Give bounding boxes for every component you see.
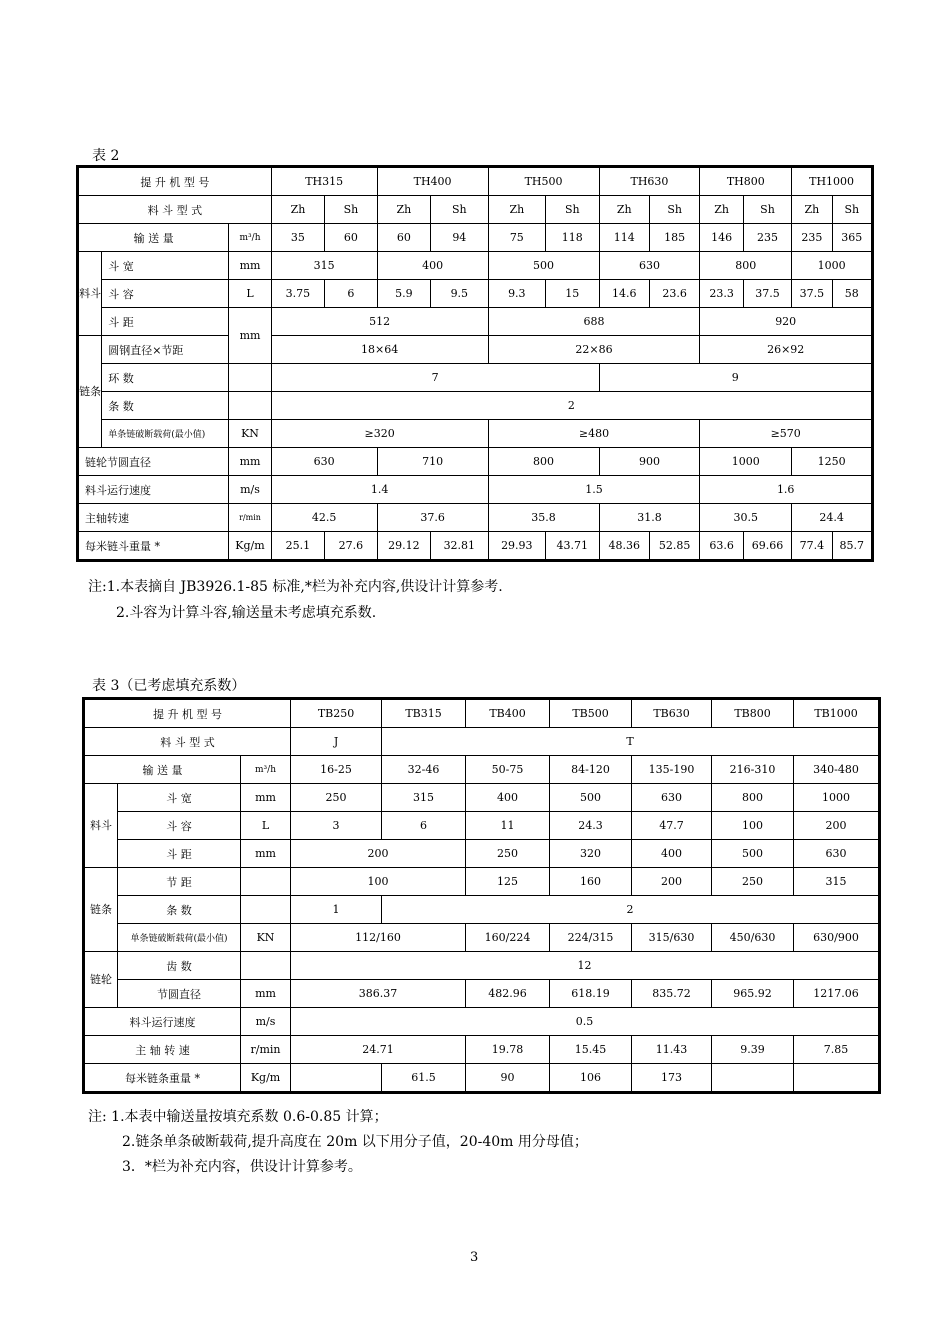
value-cell: 94 (431, 224, 489, 252)
value-cell: 200 (794, 812, 880, 840)
pitch-label: 节 距 (118, 868, 241, 896)
table-row (84, 840, 880, 868)
value-cell: 146 (700, 224, 743, 252)
value-cell: 315/630 (632, 924, 712, 952)
value-cell: 800 (488, 448, 599, 476)
shaft-label: 主 轴 转 速 (84, 1036, 241, 1064)
bucket-group-label: 料斗 (84, 784, 118, 868)
value-cell: ≥570 (700, 420, 873, 448)
value-cell: 320 (550, 840, 632, 868)
unit-cell: mm (229, 448, 271, 476)
unit-cell: Kg/m (229, 532, 271, 561)
value-cell: 1000 (792, 252, 873, 280)
value-cell: 114 (599, 224, 649, 252)
value-cell: 482.96 (466, 980, 550, 1008)
value-cell: 32-46 (382, 756, 466, 784)
value-cell: 5.9 (377, 280, 430, 308)
sprocket-group-label: 链轮 (84, 952, 118, 1008)
type-cell: Sh (431, 196, 489, 224)
table-row (84, 728, 880, 756)
speed-label: 料斗运行速度 (78, 476, 229, 504)
unit-cell: r/min (241, 1036, 291, 1064)
table3-note-3: 3．*栏为补充内容，供设计计算参考。 (122, 1159, 362, 1175)
value-cell: 630 (271, 448, 377, 476)
value-cell: 160 (550, 868, 632, 896)
value-cell: 160/224 (466, 924, 550, 952)
type-cell: Zh (377, 196, 430, 224)
table-row (84, 1036, 880, 1064)
model-cell: TH315 (271, 167, 377, 196)
value-cell: 2 (271, 392, 872, 420)
table-row (78, 167, 873, 196)
type-cell: Zh (700, 196, 743, 224)
model-cell: TB630 (632, 699, 712, 728)
type-label: 料 斗 型 式 (84, 728, 291, 756)
type-cell: Zh (792, 196, 832, 224)
value-cell: 315 (271, 252, 377, 280)
value-cell: 9.5 (431, 280, 489, 308)
unit-cell: Kg/m (241, 1064, 291, 1093)
model-label: 提 升 机 型 号 (78, 167, 272, 196)
value-cell: 500 (488, 252, 599, 280)
table-row (84, 1008, 880, 1036)
value-cell: 400 (632, 840, 712, 868)
value-cell: 224/315 (550, 924, 632, 952)
type-cell: T (382, 728, 880, 756)
unit-cell (241, 952, 291, 980)
value-cell: 29.12 (377, 532, 430, 561)
model-cell: TB400 (466, 699, 550, 728)
shaft-label: 主轴转速 (78, 504, 229, 532)
strands-label: 条 数 (118, 896, 241, 924)
value-cell: 9 (599, 364, 872, 392)
value-cell: 6 (325, 280, 377, 308)
type-cell: J (291, 728, 382, 756)
value-cell: 75 (488, 224, 546, 252)
value-cell: 118 (546, 224, 599, 252)
value-cell: 25.1 (271, 532, 324, 561)
type-cell: Zh (488, 196, 546, 224)
speed-label: 料斗运行速度 (84, 1008, 241, 1036)
unit-cell: L (229, 280, 271, 308)
value-cell: 100 (712, 812, 794, 840)
table-row (84, 868, 880, 896)
value-cell: 37.5 (792, 280, 832, 308)
sprocket-label: 链轮节圆直径 (78, 448, 229, 476)
value-cell: 216-310 (712, 756, 794, 784)
value-cell: 618.19 (550, 980, 632, 1008)
value-cell (712, 1064, 794, 1093)
unit-cell (241, 896, 291, 924)
value-cell: 35 (271, 224, 324, 252)
value-cell: 29.93 (488, 532, 546, 561)
unit-cell (229, 392, 271, 420)
value-cell: 185 (649, 224, 699, 252)
value-cell: 365 (832, 224, 872, 252)
value-cell: 22×86 (488, 336, 700, 364)
value-cell: 23.6 (649, 280, 699, 308)
table-row (78, 476, 873, 504)
value-cell: 16-25 (291, 756, 382, 784)
bucket-pitch-label: 斗 距 (102, 308, 229, 336)
unit-cell: mm (241, 980, 291, 1008)
value-cell: 630/900 (794, 924, 880, 952)
value-cell: 2 (382, 896, 880, 924)
unit-cell (241, 868, 291, 896)
value-cell: 23.3 (700, 280, 743, 308)
pitch-dia-label: 节圆直径 (118, 980, 241, 1008)
type-cell: Sh (743, 196, 791, 224)
value-cell: 60 (325, 224, 377, 252)
value-cell: 52.85 (649, 532, 699, 561)
value-cell: 15.45 (550, 1036, 632, 1064)
break-label: 单条链破断载荷(最小值) (118, 924, 241, 952)
value-cell: 386.37 (291, 980, 466, 1008)
table-row (78, 364, 873, 392)
unit-cell: mm (241, 784, 291, 812)
value-cell: 26×92 (700, 336, 873, 364)
value-cell: 37.6 (377, 504, 488, 532)
value-cell: ≥320 (271, 420, 488, 448)
value-cell: 315 (794, 868, 880, 896)
value-cell: 77.4 (792, 532, 832, 561)
table2-caption: 表 2 (92, 148, 120, 164)
type-cell: Sh (325, 196, 377, 224)
table-row (78, 336, 873, 364)
value-cell: 920 (700, 308, 873, 336)
value-cell: 9.39 (712, 1036, 794, 1064)
value-cell: 1.6 (700, 476, 873, 504)
value-cell: 14.6 (599, 280, 649, 308)
value-cell: 19.78 (466, 1036, 550, 1064)
table-row (78, 308, 873, 336)
value-cell: 500 (712, 840, 794, 868)
unit-cell: L (241, 812, 291, 840)
value-cell: 60 (377, 224, 430, 252)
value-cell: 6 (382, 812, 466, 840)
value-cell: 84-120 (550, 756, 632, 784)
value-cell: 1.5 (488, 476, 700, 504)
value-cell: 9.3 (488, 280, 546, 308)
table-row (84, 784, 880, 812)
table-row (78, 224, 873, 252)
value-cell: 250 (291, 784, 382, 812)
type-cell: Sh (546, 196, 599, 224)
value-cell: 24.3 (550, 812, 632, 840)
value-cell: 315 (382, 784, 466, 812)
model-cell: TB500 (550, 699, 632, 728)
value-cell: 835.72 (632, 980, 712, 1008)
value-cell: 90 (466, 1064, 550, 1093)
value-cell: 900 (599, 448, 700, 476)
value-cell: 800 (712, 784, 794, 812)
value-cell: 61.5 (382, 1064, 466, 1093)
weight-label: 每米链斗重量 * (78, 532, 229, 561)
model-label: 提 升 机 型 号 (84, 699, 291, 728)
table3-note-2: 2.链条单条破断载荷,提升高度在 20m 以下用分子值，20-40m 用分母值； (122, 1134, 588, 1150)
bucket-width-label: 斗 宽 (118, 784, 241, 812)
bucket-volume-label: 斗 容 (102, 280, 229, 308)
value-cell: 400 (466, 784, 550, 812)
model-cell: TH630 (599, 167, 700, 196)
value-cell: 27.6 (325, 532, 377, 561)
chain-group-label: 链条 (78, 336, 102, 448)
table-2 (76, 165, 874, 562)
model-cell: TH400 (377, 167, 488, 196)
table-row (78, 448, 873, 476)
value-cell: ≥480 (488, 420, 700, 448)
value-cell: 3 (291, 812, 382, 840)
type-label: 料 斗 型 式 (78, 196, 272, 224)
value-cell: 24.71 (291, 1036, 466, 1064)
table3-caption: 表 3（已考虑填充系数） (92, 678, 246, 694)
conveying-label: 输 送 量 (84, 756, 241, 784)
table-row (78, 504, 873, 532)
value-cell: 7.85 (794, 1036, 880, 1064)
value-cell: 24.4 (792, 504, 873, 532)
table-row (78, 392, 873, 420)
value-cell: 200 (291, 840, 466, 868)
table-row (78, 420, 873, 448)
value-cell: 250 (466, 840, 550, 868)
model-cell: TB315 (382, 699, 466, 728)
value-cell: 500 (550, 784, 632, 812)
value-cell: 100 (291, 868, 466, 896)
value-cell: 1000 (794, 784, 880, 812)
table-row (78, 252, 873, 280)
model-cell: TB800 (712, 699, 794, 728)
value-cell: 0.5 (291, 1008, 880, 1036)
value-cell: 450/630 (712, 924, 794, 952)
value-cell: 48.36 (599, 532, 649, 561)
value-cell: 800 (700, 252, 792, 280)
table2-note-2: 2.斗容为计算斗容,输送量未考虑填充系数. (116, 605, 377, 621)
value-cell: 512 (271, 308, 488, 336)
value-cell: 1217.06 (794, 980, 880, 1008)
value-cell: 11 (466, 812, 550, 840)
value-cell: 630 (632, 784, 712, 812)
value-cell: 106 (550, 1064, 632, 1093)
value-cell: 42.5 (271, 504, 377, 532)
value-cell (291, 1064, 382, 1093)
value-cell: 37.5 (743, 280, 791, 308)
value-cell: 235 (743, 224, 791, 252)
table-row (84, 896, 880, 924)
value-cell: 15 (546, 280, 599, 308)
value-cell: 1000 (700, 448, 792, 476)
value-cell: 3.75 (271, 280, 324, 308)
table-row (84, 980, 880, 1008)
value-cell: 43.71 (546, 532, 599, 561)
unit-cell (229, 364, 271, 392)
value-cell: 1250 (792, 448, 873, 476)
value-cell: 32.81 (431, 532, 489, 561)
model-cell: TB250 (291, 699, 382, 728)
model-cell: TH800 (700, 167, 792, 196)
value-cell: 250 (712, 868, 794, 896)
table-3 (82, 697, 881, 1094)
value-cell (794, 1064, 880, 1093)
unit-cell: mm (229, 308, 271, 364)
value-cell: 1.4 (271, 476, 488, 504)
bucket-volume-label: 斗 容 (118, 812, 241, 840)
table-row (84, 952, 880, 980)
table-row (84, 924, 880, 952)
value-cell: 30.5 (700, 504, 792, 532)
value-cell: 1 (291, 896, 382, 924)
value-cell: 235 (792, 224, 832, 252)
break-label: 单条链破断载荷(最小值) (102, 420, 229, 448)
value-cell: 200 (632, 868, 712, 896)
unit-cell: mm (229, 252, 271, 280)
chain-dim-label: 圆钢直径×节距 (102, 336, 229, 364)
bucket-group-label: 料斗 (78, 252, 102, 336)
model-cell: TB1000 (794, 699, 880, 728)
table-row (84, 812, 880, 840)
type-cell: Sh (649, 196, 699, 224)
rings-label: 环 数 (102, 364, 229, 392)
chain-group-label: 链条 (84, 868, 118, 952)
table-row (78, 196, 873, 224)
unit-cell: m³/h (229, 224, 271, 252)
table2-note-1: 注:1.本表摘自 JB3926.1-85 标准,*栏为补充内容,供设计计算参考. (88, 579, 503, 595)
conveying-label: 输 送 量 (78, 224, 229, 252)
value-cell: 11.43 (632, 1036, 712, 1064)
value-cell: 688 (488, 308, 700, 336)
value-cell: 173 (632, 1064, 712, 1093)
value-cell: 710 (377, 448, 488, 476)
value-cell: 340-480 (794, 756, 880, 784)
value-cell: 630 (599, 252, 700, 280)
value-cell: 18×64 (271, 336, 488, 364)
value-cell: 47.7 (632, 812, 712, 840)
strands-label: 条 数 (102, 392, 229, 420)
unit-cell: mm (241, 840, 291, 868)
value-cell: 630 (794, 840, 880, 868)
teeth-label: 齿 数 (118, 952, 241, 980)
unit-cell: r/min (229, 504, 271, 532)
page-number: 3 (470, 1250, 479, 1265)
value-cell: 85.7 (832, 532, 872, 561)
unit-cell: m/s (229, 476, 271, 504)
bucket-width-label: 斗 宽 (102, 252, 229, 280)
bucket-pitch-label: 斗 距 (118, 840, 241, 868)
unit-cell: m³/h (241, 756, 291, 784)
value-cell: 12 (291, 952, 880, 980)
unit-cell: KN (229, 420, 271, 448)
value-cell: 125 (466, 868, 550, 896)
value-cell: 58 (832, 280, 872, 308)
value-cell: 35.8 (488, 504, 599, 532)
value-cell: 50-75 (466, 756, 550, 784)
type-cell: Sh (832, 196, 872, 224)
value-cell: 400 (377, 252, 488, 280)
value-cell: 69.66 (743, 532, 791, 561)
value-cell: 965.92 (712, 980, 794, 1008)
table-row (78, 280, 873, 308)
value-cell: 135-190 (632, 756, 712, 784)
value-cell: 112/160 (291, 924, 466, 952)
type-cell: Zh (599, 196, 649, 224)
unit-cell: KN (241, 924, 291, 952)
type-cell: Zh (271, 196, 324, 224)
unit-cell: m/s (241, 1008, 291, 1036)
weight-label: 每米链条重量 * (84, 1064, 241, 1093)
table-row (84, 756, 880, 784)
model-cell: TH1000 (792, 167, 873, 196)
table-row (78, 532, 873, 561)
table-row (84, 1064, 880, 1093)
model-cell: TH500 (488, 167, 599, 196)
value-cell: 63.6 (700, 532, 743, 561)
table3-note-1: 注: 1.本表中输送量按填充系数 0.6-0.85 计算； (88, 1109, 388, 1125)
value-cell: 31.8 (599, 504, 700, 532)
table-row (84, 699, 880, 728)
value-cell: 7 (271, 364, 599, 392)
